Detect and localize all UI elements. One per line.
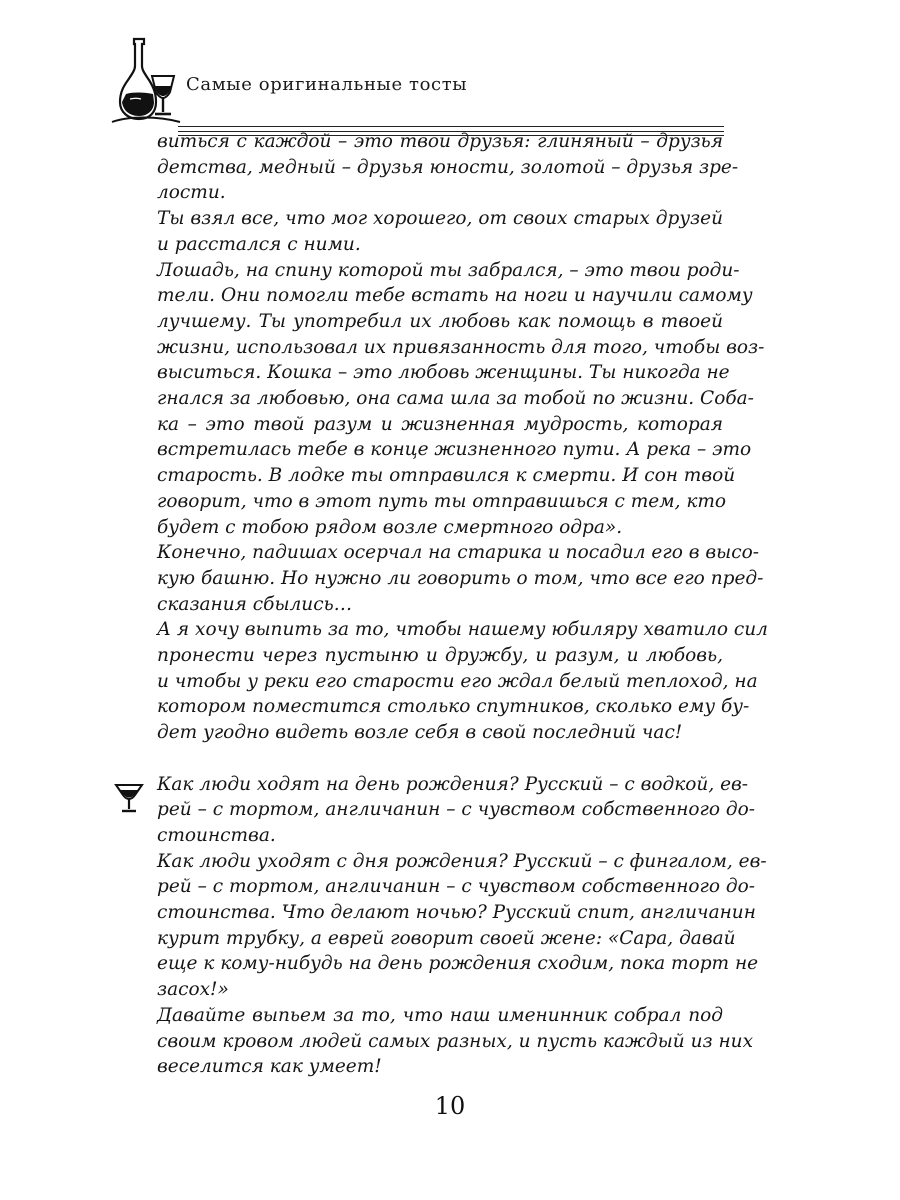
text-line: Как люди уходят с дня рождения? Русский – с фингалом, ев- [157, 850, 767, 872]
text-line: стоинства. Что делают ночью? Русский спит, англичанин [157, 902, 756, 924]
paragraph [157, 129, 739, 206]
text-line: сказания сбылись… [157, 593, 353, 615]
text-line: виться с каждой – это твои друзья: глиняный – друзья [157, 131, 723, 152]
text-line: детства, медный – друзья юности, золотой – друзья зре- [157, 156, 739, 178]
wine-glass-icon [113, 783, 145, 813]
text-line: кую башню. Но нужно ли говорить о том, что все его пред- [157, 567, 764, 589]
text-line: Ты взял все, что мог хорошего, от своих старых друзей [157, 208, 723, 230]
text-line: веселится как умеет! [157, 1056, 382, 1078]
text-line: пронести через пустыню и дружбу, и разум, и любовь, [157, 645, 723, 667]
text-line: говорит, что в этот путь ты отправишься с тем, кто [157, 490, 727, 512]
text-line: засох!» [157, 979, 229, 1001]
page-header [108, 36, 724, 126]
text-line: стоинства. [157, 824, 276, 846]
text-line: А я хочу выпить за то, чтобы нашему юбиляру хватило сил [157, 619, 768, 641]
text-line: и чтобы у реки его старости его ждал белый теплоход, на [157, 670, 758, 692]
paragraph [157, 772, 756, 849]
text-line: курит трубку, а еврей говорит своей жене: «Сара, давай [157, 927, 736, 949]
page-number: 10 [434, 1092, 466, 1120]
text-line: Давайте выпьем за то, что наш именинник собрал под [157, 1004, 723, 1026]
text-line: выситься. Кошка – это любовь женщины. Ты никогда не [157, 362, 730, 384]
paragraph [157, 206, 723, 257]
paragraph [157, 540, 764, 617]
paragraph [157, 849, 767, 1003]
body-text [157, 129, 768, 1080]
text-line: рей – с тортом, англичанин – с чувством собственного до- [157, 876, 756, 898]
header-rule [178, 126, 724, 127]
text-line: своим кровом людей самых разных, и пусть каждый из них [157, 1030, 754, 1052]
text-line: жизни, использовал их привязанность для того, чтобы воз- [157, 336, 765, 358]
text-line: дет угодно видеть возле себя в свой последний час! [157, 722, 683, 744]
text-line: лости. [157, 182, 226, 204]
bottle-and-glass-icon [108, 36, 188, 124]
text-line: лучшему. Ты употребил их любовь как помощь в твоей [157, 310, 723, 332]
paragraph [157, 1003, 754, 1080]
paragraph [157, 258, 765, 541]
section-gap [157, 746, 723, 772]
text-line: старость. В лодке ты отправился к смерти. И сон твой [157, 465, 736, 487]
text-line: гнался за любовью, она сама шла за тобой по жизни. Соба- [157, 388, 754, 410]
paragraph [157, 617, 768, 746]
text-line: встретилась тебе в конце жизненного пути. А река – это [157, 439, 752, 461]
running-title: Самые оригинальные тосты [186, 74, 468, 95]
text-line: и расстался с ними. [157, 233, 361, 255]
text-line: котором поместится столько спутников, сколько ему бу- [157, 696, 750, 718]
text-line: Конечно, падишах осерчал на старика и посадил его в высо- [157, 542, 759, 564]
text-line: еще к кому-нибудь на день рождения сходим, пока торт не [157, 953, 759, 975]
text-line: Как люди ходят на день рождения? Русский – с водкой, ев- [157, 773, 749, 795]
text-line: тели. Они помогли тебе встать на ноги и научили самому [157, 285, 753, 307]
text-line: будет с тобою рядом возле смертного одра». [157, 516, 623, 538]
text-line: ка – это твой разум и жизненная мудрость, которая [157, 413, 723, 435]
text-line: рей – с тортом, англичанин – с чувством собственного до- [157, 799, 756, 821]
text-line: Лошадь, на спину которой ты забрался, – это твои роди- [157, 259, 740, 281]
